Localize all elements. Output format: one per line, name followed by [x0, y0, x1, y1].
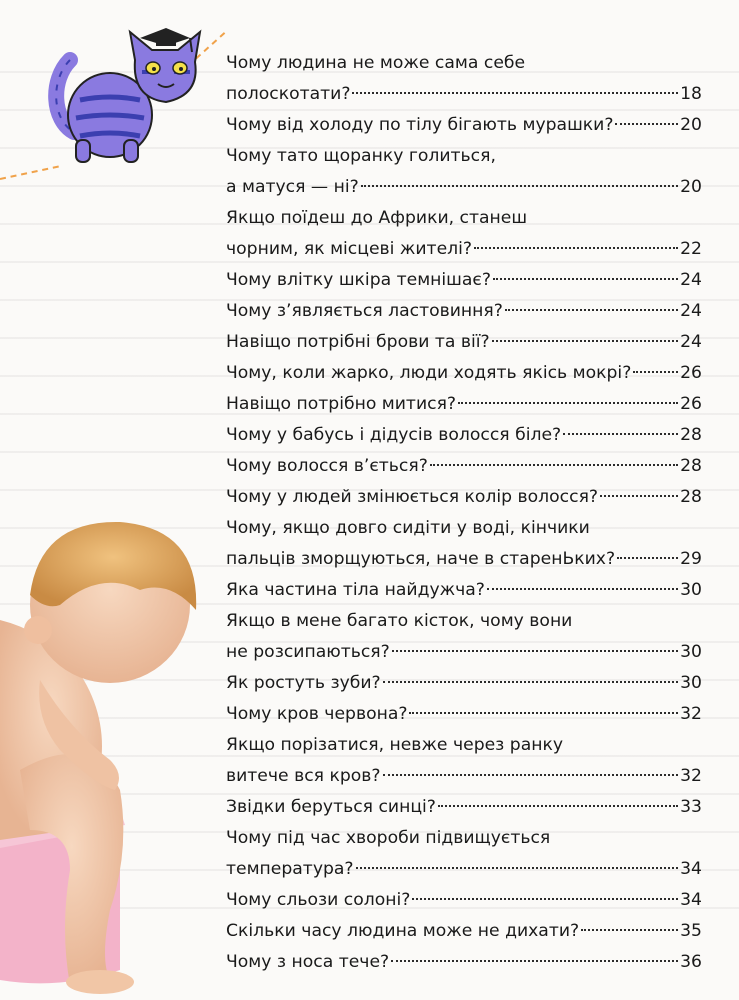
toc-entry-line — [226, 420, 702, 451]
toc-entry-line — [226, 699, 702, 730]
toc-entry-line — [226, 885, 702, 916]
toc-entry-title: Чому під час хвороби підвищується — [226, 828, 551, 848]
dot-leader — [438, 805, 678, 807]
toc-page-number: 32 — [680, 766, 702, 786]
toc-entry-title: пальців зморщуються, наче в старенЬких? — [226, 549, 616, 569]
toc-entry[interactable] — [226, 48, 702, 110]
dot-leader — [617, 557, 678, 559]
toc-entry-title: витече вся кров? — [226, 766, 381, 786]
toc-entry-title: не розсипаються? — [226, 642, 390, 662]
dot-leader — [458, 402, 678, 404]
toc-page-number: 24 — [680, 332, 702, 352]
toc-entry-line — [226, 575, 702, 606]
toc-entry-line — [226, 203, 702, 234]
toc-entry[interactable] — [226, 389, 702, 420]
toc-entry-line — [226, 606, 702, 637]
toc-entry-title: Чому людина не може сама себе — [226, 53, 526, 73]
toc-page-number: 26 — [680, 363, 702, 383]
baby-on-potty-photo — [0, 510, 210, 1000]
toc-page-number: 24 — [680, 270, 702, 290]
toc-entry[interactable] — [226, 265, 702, 296]
toc-entry-line — [226, 451, 702, 482]
cat-scholar-illustration — [40, 20, 210, 170]
toc-entry[interactable] — [226, 141, 702, 203]
toc-entry[interactable] — [226, 792, 702, 823]
toc-entry-title: Чому від холоду по тілу бігають мурашки? — [226, 115, 614, 135]
toc-entry-title: температура? — [226, 859, 354, 879]
toc-entry-line — [226, 482, 702, 513]
dot-leader — [409, 712, 678, 714]
toc-entry[interactable] — [226, 482, 702, 513]
dot-leader — [412, 898, 678, 900]
toc-page-number: 33 — [680, 797, 702, 817]
toc-entry[interactable] — [226, 606, 702, 668]
toc-entry[interactable] — [226, 451, 702, 482]
toc-entry-title: Чому у бабусь і дідусів волосся біле? — [226, 425, 562, 445]
toc-page-number: 30 — [680, 673, 702, 693]
toc-page-number: 24 — [680, 301, 702, 321]
toc-entry[interactable] — [226, 699, 702, 730]
toc-entry-title: Чому тато щоранку голиться, — [226, 146, 496, 166]
dot-leader — [492, 340, 678, 342]
dot-leader — [474, 247, 678, 249]
toc-entry[interactable] — [226, 420, 702, 451]
toc-entry-line — [226, 668, 702, 699]
toc-entry-line — [226, 389, 702, 420]
toc-page-number: 28 — [680, 425, 702, 445]
toc-entry[interactable] — [226, 947, 702, 978]
toc-entry[interactable] — [226, 730, 702, 792]
toc-entry-title: Звідки беруться синці? — [226, 797, 436, 817]
toc-entry-line — [226, 327, 702, 358]
toc-page-number: 34 — [680, 890, 702, 910]
toc-page-number: 20 — [680, 115, 702, 135]
toc-entry-title: Навіщо потрібно митися? — [226, 394, 457, 414]
toc-entry-line — [226, 761, 702, 792]
toc-entry-line — [226, 234, 702, 265]
toc-entry-title: Чому сльози солоні? — [226, 890, 411, 910]
toc-entry-title: Якщо в мене багато кісток, чому вони — [226, 611, 573, 631]
toc-entry-title: Чому волосся в’ється? — [226, 456, 428, 476]
toc-entry-title: чорним, як місцеві жителі? — [226, 239, 473, 259]
dot-leader — [633, 371, 678, 373]
toc-entry-line — [226, 792, 702, 823]
dot-leader — [487, 588, 678, 590]
toc-entry-title: Чому з’являється ластовиння? — [226, 301, 503, 321]
toc-entry-title: а матуся — ні? — [226, 177, 359, 197]
toc-entry-title: Чому кров червона? — [226, 704, 408, 724]
toc-entry-line — [226, 358, 702, 389]
toc-entry[interactable] — [226, 327, 702, 358]
dot-leader — [383, 681, 678, 683]
dot-leader — [563, 433, 678, 435]
toc-entry-line — [226, 730, 702, 761]
toc-entry-line — [226, 79, 702, 110]
toc-entry[interactable] — [226, 823, 702, 885]
toc-entry[interactable] — [226, 203, 702, 265]
toc-entry[interactable] — [226, 668, 702, 699]
toc-entry[interactable] — [226, 575, 702, 606]
toc-entry-title: Чому, коли жарко, люди ходять якісь мокрі? — [226, 363, 632, 383]
toc-entry-title: Скільки часу людина може не дихати? — [226, 921, 580, 941]
toc-entry[interactable] — [226, 916, 702, 947]
toc-entry-title: Чому у людей змінюється колір волосся? — [226, 487, 599, 507]
dot-leader — [356, 867, 678, 869]
toc-entry-line — [226, 823, 702, 854]
toc-entry-line — [226, 637, 702, 668]
dot-leader — [383, 774, 678, 776]
toc-page-number: 30 — [680, 580, 702, 600]
toc-entry-title: Чому влітку шкіра темнішає? — [226, 270, 491, 290]
toc-entry-line — [226, 916, 702, 947]
toc-page-number: 18 — [680, 84, 702, 104]
dot-leader — [600, 495, 678, 497]
toc-entry-line — [226, 48, 702, 79]
toc-entry-title: Чому з носа тече? — [226, 952, 390, 972]
toc-entry-line — [226, 141, 702, 172]
dot-leader — [361, 185, 678, 187]
toc-page-number: 32 — [680, 704, 702, 724]
toc-entry-line — [226, 172, 702, 203]
toc-entry-title: Чому, якщо довго сидіти у воді, кінчики — [226, 518, 590, 538]
table-of-contents — [226, 48, 702, 978]
dot-leader — [581, 929, 678, 931]
toc-page-number: 36 — [680, 952, 702, 972]
toc-entry-line — [226, 947, 702, 978]
toc-page-number: 34 — [680, 859, 702, 879]
toc-entry[interactable] — [226, 110, 702, 141]
toc-page-number: 29 — [680, 549, 702, 569]
toc-entry-title: Яка частина тіла найдужча? — [226, 580, 485, 600]
toc-entry-title: Як ростуть зуби? — [226, 673, 381, 693]
toc-page-number: 30 — [680, 642, 702, 662]
toc-page-number: 35 — [680, 921, 702, 941]
toc-entry-title: полоскотати? — [226, 84, 351, 104]
toc-entry-line — [226, 854, 702, 885]
dot-leader — [493, 278, 678, 280]
dot-leader — [392, 650, 678, 652]
dot-leader — [615, 123, 678, 125]
toc-entry-title: Якщо поїдеш до Африки, станеш — [226, 208, 528, 228]
dot-leader — [352, 92, 678, 94]
toc-page-number: 28 — [680, 456, 702, 476]
dot-leader — [430, 464, 678, 466]
toc-entry-line — [226, 513, 702, 544]
dot-leader — [505, 309, 678, 311]
toc-entry[interactable] — [226, 513, 702, 575]
toc-page-number: 22 — [680, 239, 702, 259]
toc-page-number: 28 — [680, 487, 702, 507]
dot-leader — [391, 960, 678, 962]
toc-entry-title: Якщо порізатися, невже через ранку — [226, 735, 564, 755]
toc-entry[interactable] — [226, 885, 702, 916]
toc-page-number: 20 — [680, 177, 702, 197]
toc-entry[interactable] — [226, 296, 702, 327]
toc-entry-line — [226, 265, 702, 296]
toc-entry-line — [226, 296, 702, 327]
toc-entry-line — [226, 544, 702, 575]
toc-page-number: 26 — [680, 394, 702, 414]
toc-entry-title: Навіщо потрібні брови та вії? — [226, 332, 490, 352]
toc-entry-line — [226, 110, 702, 141]
toc-entry[interactable] — [226, 358, 702, 389]
